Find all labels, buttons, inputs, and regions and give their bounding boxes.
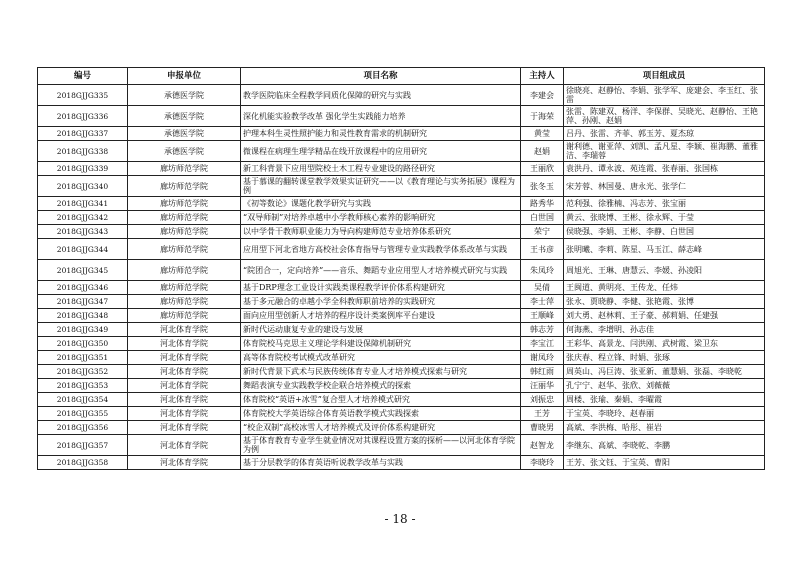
table-row bbox=[38, 162, 765, 176]
cell-number: 2018GJJG337 bbox=[38, 127, 128, 141]
cell-host: 路秀华 bbox=[521, 197, 564, 211]
cell-members: 范利强、徐雅楠、冯志芳、张宝丽 bbox=[564, 197, 765, 211]
cell-unit: 廊坊师范学院 bbox=[128, 295, 241, 309]
cell-number: 2018GJJG358 bbox=[38, 456, 128, 470]
cell-members: 谢利德、谢亚萍、刘凯、孟凡星、李颖、崔海鹏、董雅洁、李瑞蓉 bbox=[564, 141, 765, 162]
cell-unit: 承德医学院 bbox=[128, 141, 241, 162]
cell-host: 韩志芳 bbox=[521, 323, 564, 337]
cell-host: 李建会 bbox=[521, 85, 564, 106]
table-row bbox=[38, 456, 765, 470]
cell-number: 2018GJJG354 bbox=[38, 393, 128, 407]
cell-host: 李宝江 bbox=[521, 337, 564, 351]
cell-host: 赵智龙 bbox=[521, 435, 564, 456]
cell-number: 2018GJJG347 bbox=[38, 295, 128, 309]
table-row bbox=[38, 141, 765, 162]
cell-members: 李继东、高斌、李晓乾、李鹏 bbox=[564, 435, 765, 456]
cell-unit: 廊坊师范学院 bbox=[128, 260, 241, 281]
cell-members: 张庆春、程立锋、时娟、张琢 bbox=[564, 351, 765, 365]
cell-unit: 廊坊师范学院 bbox=[128, 281, 241, 295]
cell-project-name: “院团合一，定向培养”——音乐、舞蹈专业应用型人才培养模式研究与实践 bbox=[241, 260, 521, 281]
table-row bbox=[38, 239, 765, 260]
cell-host: 汪丽华 bbox=[521, 379, 564, 393]
cell-members: 周英山、冯巨涛、张亚新、董慧娟、张磊、李晓乾 bbox=[564, 365, 765, 379]
cell-number: 2018GJJG356 bbox=[38, 421, 128, 435]
cell-project-name: 基于分层教学的体育英语听说教学改革与实践 bbox=[241, 456, 521, 470]
table-row bbox=[38, 295, 765, 309]
cell-number: 2018GJJG352 bbox=[38, 365, 128, 379]
cell-members: 袁洪丹、谭永波、苑连霞、张春丽、张国栋 bbox=[564, 162, 765, 176]
cell-members: 宋芳蓉、林国曼、唐永光、张学仁 bbox=[564, 176, 765, 197]
cell-unit: 河北体育学院 bbox=[128, 456, 241, 470]
cell-project-name: 体育院校马克思主义理论学科建设保障机制研究 bbox=[241, 337, 521, 351]
cell-host: 王书彦 bbox=[521, 239, 564, 260]
project-table bbox=[37, 67, 765, 470]
cell-members: 王芳、张文钰、于宝英、曹阳 bbox=[564, 456, 765, 470]
cell-number: 2018GJJG344 bbox=[38, 239, 128, 260]
table-row bbox=[38, 393, 765, 407]
cell-project-name: 基于慕课的翻转课堂教学效果实证研究——以《教育理论与实务拓展》课程为例 bbox=[241, 176, 521, 197]
cell-unit: 河北体育学院 bbox=[128, 337, 241, 351]
table-row bbox=[38, 351, 765, 365]
cell-project-name: 新时代背景下武术与民族传统体育专业人才培养模式探索与研究 bbox=[241, 365, 521, 379]
cell-host: 荣宁 bbox=[521, 225, 564, 239]
cell-project-name: 高等体育院校考试模式改革研究 bbox=[241, 351, 521, 365]
cell-members: 张明曦、李莉、陈星、马玉江、薛志峰 bbox=[564, 239, 765, 260]
table-row bbox=[38, 379, 765, 393]
table-row bbox=[38, 407, 765, 421]
cell-project-name: 舞蹈表演专业实践教学校企联合培养模式的探索 bbox=[241, 379, 521, 393]
cell-number: 2018GJJG342 bbox=[38, 211, 128, 225]
table-row bbox=[38, 323, 765, 337]
cell-unit: 河北体育学院 bbox=[128, 379, 241, 393]
table-row bbox=[38, 127, 765, 141]
cell-members: 侯晓强、李娟、王彬、李静、白世国 bbox=[564, 225, 765, 239]
cell-number: 2018GJJG339 bbox=[38, 162, 128, 176]
cell-unit: 河北体育学院 bbox=[128, 435, 241, 456]
cell-unit: 廊坊师范学院 bbox=[128, 211, 241, 225]
cell-host: 朱凤玲 bbox=[521, 260, 564, 281]
cell-number: 2018GJJG340 bbox=[38, 176, 128, 197]
cell-project-name: “校企双制”高校冰雪人才培养模式及评价体系构建研究 bbox=[241, 421, 521, 435]
table-row bbox=[38, 225, 765, 239]
cell-project-name: 护理本科生灵性照护能力和灵性教育需求的机制研究 bbox=[241, 127, 521, 141]
cell-host: 王芳 bbox=[521, 407, 564, 421]
header-host: 主持人 bbox=[521, 68, 564, 85]
cell-project-name: 面向应用型创新人才培养的程序设计类案例库平台建设 bbox=[241, 309, 521, 323]
cell-project-name: 体育院校“英语+冰雪”复合型人才培养模式研究 bbox=[241, 393, 521, 407]
cell-members: 王彩华、高景龙、闫洪刚、武树霞、梁卫东 bbox=[564, 337, 765, 351]
header-members: 项目组成员 bbox=[564, 68, 765, 85]
cell-number: 2018GJJG345 bbox=[38, 260, 128, 281]
cell-number: 2018GJJG348 bbox=[38, 309, 128, 323]
cell-project-name: 体育院校大学英语综合体育英语教学模式实践探索 bbox=[241, 407, 521, 421]
cell-host: 刘振忠 bbox=[521, 393, 564, 407]
cell-project-name: 应用型下河北省地方高校社会体育指导与管理专业实践教学体系改革与实践 bbox=[241, 239, 521, 260]
cell-members: 刘大勇、赵林莉、王子豪、郝莉娟、任建强 bbox=[564, 309, 765, 323]
cell-unit: 河北体育学院 bbox=[128, 407, 241, 421]
header-unit: 申报单位 bbox=[128, 68, 241, 85]
cell-host: 黄莹 bbox=[521, 127, 564, 141]
cell-unit: 河北体育学院 bbox=[128, 421, 241, 435]
cell-project-name: 教学医院临床全程教学同质化保障的研究与实践 bbox=[241, 85, 521, 106]
cell-host: 张冬玉 bbox=[521, 176, 564, 197]
cell-members: 于宝英、李晓玲、赵春丽 bbox=[564, 407, 765, 421]
cell-number: 2018GJJG353 bbox=[38, 379, 128, 393]
table-header-row bbox=[38, 68, 765, 85]
table-row bbox=[38, 337, 765, 351]
cell-members: 王闽道、黄明亮、王传龙、任炜 bbox=[564, 281, 765, 295]
cell-number: 2018GJJG336 bbox=[38, 106, 128, 127]
cell-number: 2018GJJG351 bbox=[38, 351, 128, 365]
cell-host: 王丽欣 bbox=[521, 162, 564, 176]
cell-unit: 廊坊师范学院 bbox=[128, 162, 241, 176]
cell-number: 2018GJJG338 bbox=[38, 141, 128, 162]
table-row bbox=[38, 260, 765, 281]
cell-unit: 河北体育学院 bbox=[128, 351, 241, 365]
cell-unit: 河北体育学院 bbox=[128, 323, 241, 337]
cell-unit: 承德医学院 bbox=[128, 127, 241, 141]
cell-host: 曹晓男 bbox=[521, 421, 564, 435]
cell-unit: 承德医学院 bbox=[128, 106, 241, 127]
table-row bbox=[38, 176, 765, 197]
cell-project-name: 深化机能实验教学改革 强化学生实践能力培养 bbox=[241, 106, 521, 127]
table-row bbox=[38, 106, 765, 127]
cell-unit: 廊坊师范学院 bbox=[128, 225, 241, 239]
table-row bbox=[38, 197, 765, 211]
cell-host: 王顺峰 bbox=[521, 309, 564, 323]
cell-project-name: 以中学骨干教师职业能力为导向构建师范专业培养体系研究 bbox=[241, 225, 521, 239]
cell-members: 吕丹、张雷、齐菲、郭玉芳、夏杰琼 bbox=[564, 127, 765, 141]
cell-unit: 河北体育学院 bbox=[128, 365, 241, 379]
header-project-name: 项目名称 bbox=[241, 68, 521, 85]
cell-unit: 承德医学院 bbox=[128, 85, 241, 106]
header-number: 编号 bbox=[38, 68, 128, 85]
table-row bbox=[38, 365, 765, 379]
cell-host: 韩红雨 bbox=[521, 365, 564, 379]
cell-host: 白世国 bbox=[521, 211, 564, 225]
cell-members: 高斌、李洪梅、哈彤、崔岩 bbox=[564, 421, 765, 435]
cell-project-name: “双导师制”对培养卓越中小学教师核心素养的影响研究 bbox=[241, 211, 521, 225]
cell-number: 2018GJJG343 bbox=[38, 225, 128, 239]
cell-host: 吴倩 bbox=[521, 281, 564, 295]
cell-unit: 廊坊师范学院 bbox=[128, 176, 241, 197]
cell-number: 2018GJJG335 bbox=[38, 85, 128, 106]
cell-number: 2018GJJG355 bbox=[38, 407, 128, 421]
cell-project-name: 《初等数论》课题化教学研究与实践 bbox=[241, 197, 521, 211]
cell-host: 谢凤玲 bbox=[521, 351, 564, 365]
cell-members: 何海燕、李增明、孙志佳 bbox=[564, 323, 765, 337]
cell-project-name: 基于体育教育专业学生就业情况对其课程设置方案的探析——以河北体育学院为例 bbox=[241, 435, 521, 456]
cell-project-name: 基于DRP理念工业设计实践类课程教学评价体系构建研究 bbox=[241, 281, 521, 295]
cell-members: 张永、贾晓静、李健、张艳霞、张博 bbox=[564, 295, 765, 309]
table-row bbox=[38, 309, 765, 323]
cell-unit: 廊坊师范学院 bbox=[128, 239, 241, 260]
cell-project-name: 微课程在病理生理学精品在线开放课程中的应用研究 bbox=[241, 141, 521, 162]
cell-number: 2018GJJG341 bbox=[38, 197, 128, 211]
table-row bbox=[38, 211, 765, 225]
cell-unit: 廊坊师范学院 bbox=[128, 197, 241, 211]
table-row bbox=[38, 281, 765, 295]
cell-number: 2018GJJG350 bbox=[38, 337, 128, 351]
cell-project-name: 新时代运动康复专业的建设与发展 bbox=[241, 323, 521, 337]
cell-members: 周旭光、王琳、唐慧云、李媛、孙凌阳 bbox=[564, 260, 765, 281]
cell-number: 2018GJJG357 bbox=[38, 435, 128, 456]
cell-project-name: 基于多元融合的卓越小学全科教师职前培养的实践研究 bbox=[241, 295, 521, 309]
cell-host: 李晓玲 bbox=[521, 456, 564, 470]
cell-unit: 河北体育学院 bbox=[128, 393, 241, 407]
cell-members: 张雷、陈建双、杨洋、李保群、吴晓光、赵静怡、王艳萍、孙刚、赵娟 bbox=[564, 106, 765, 127]
cell-project-name: 新工科背景下应用型院校土木工程专业建设的路径研究 bbox=[241, 162, 521, 176]
cell-members: 黄云、张晓博、王彬、徐永辉、于莹 bbox=[564, 211, 765, 225]
cell-number: 2018GJJG349 bbox=[38, 323, 128, 337]
table-row bbox=[38, 85, 765, 106]
cell-members: 周楼、张瑜、秦娟、李曜霞 bbox=[564, 393, 765, 407]
cell-host: 李士萍 bbox=[521, 295, 564, 309]
table-row bbox=[38, 421, 765, 435]
cell-members: 徐晓亮、赵静怡、李娟、张学军、庞建会、李玉红、张雷 bbox=[564, 85, 765, 106]
table-row bbox=[38, 435, 765, 456]
cell-host: 赵娟 bbox=[521, 141, 564, 162]
cell-members: 孔宁宁、赵华、张欣、刘薇薇 bbox=[564, 379, 765, 393]
cell-number: 2018GJJG346 bbox=[38, 281, 128, 295]
cell-unit: 廊坊师范学院 bbox=[128, 309, 241, 323]
cell-host: 于海荣 bbox=[521, 106, 564, 127]
page-number: - 18 - bbox=[384, 512, 416, 526]
